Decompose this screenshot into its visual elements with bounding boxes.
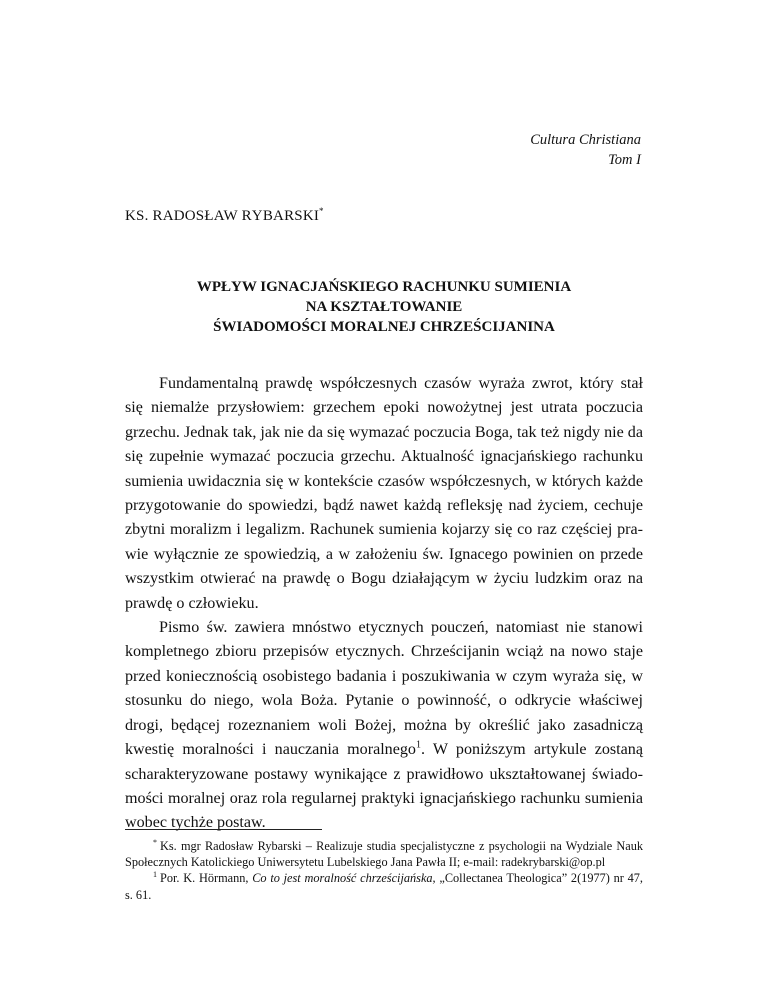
- journal-name: Cultura Christiana: [530, 132, 641, 148]
- article-title: [125, 277, 643, 337]
- author-first-rest: ADOSŁAW: [162, 208, 242, 224]
- title-line-3: ŚWIADOMOŚCI MORALNEJ CHRZEŚCIJANINA: [213, 319, 555, 335]
- footnote-1-prefix: Por. K. Hörmann,: [160, 871, 253, 886]
- footnote-divider: [125, 829, 322, 830]
- author-prefix: KS.: [125, 208, 153, 224]
- body-paragraph-2-text-b: . W poniższym artykule zostaną scharakteryzowane postawy wynikające z prawidłowo ukształtowanej świadomości moralnej oraz rola regularnej praktyki ignacjańskiego rachunku sumienia wobec tychże postaw.: [125, 741, 643, 832]
- footnote-author-text: Ks. mgr Radosław Rybarski – Realizuje studia specjalistyczne z psychologii na Wydziale Nauk Społecznych Katolickiego Uniwersytetu Lubelskiego Jana Pawła II; e-mail: radekrybarski@op.pl: [125, 839, 643, 870]
- author-footnote-mark: *: [319, 206, 324, 216]
- title-line-1: WPŁYW IGNACJAŃSKIEGO RACHUNKU SUMIENIA: [196, 279, 572, 295]
- author-last-initial: R: [241, 208, 252, 224]
- footnote-ref-1: 1: [415, 739, 421, 751]
- running-head: [530, 130, 641, 170]
- author-last-rest: YBARSKI: [251, 208, 320, 224]
- footnote-author: [125, 838, 643, 870]
- footnotes: [125, 838, 643, 903]
- footnote-1: [125, 870, 643, 902]
- footnote-1-rest: „Collectanea Theologica” 2(1977) nr 47, s. 61.: [125, 871, 643, 902]
- footnote-author-mark: *: [153, 837, 157, 847]
- article-body: [125, 372, 643, 836]
- author-first-initial: R: [152, 208, 163, 224]
- volume-label: Tom I: [608, 152, 641, 168]
- author-name: [125, 208, 324, 225]
- title-line-2: NA KSZTAŁTOWANIE: [305, 299, 463, 315]
- body-paragraph-1: Fundamentalną prawdę współczesnych czasów wyraża zwrot, który stał się niemalże przysłowiem: grzechem epoki nowożytnej jest utrata poczucia grzechu. Jednak tak, jak nie da się wymazać poczucia Boga, tak też nigdy nie da się zupełnie wymazać poczucia grzechu. Aktualność ignacjańskiego rachunku sumienia uwidacznia się w kontekście czasów współczesnych, w których każde przygotowanie do spowiedzi, bądź nawet każdą refleksję nad życiem, cechuje zbytni moralizm i legalizm. Rachunek sumienia kojarzy się co raz częściej prawie wyłącznie ze spowiedzią, a w założeniu św. Ignacego powinien on przede wszystkim otwierać na prawdę o Bogu działającym w życiu ludzkim oraz na prawdę o człowieku.: [125, 375, 643, 612]
- footnote-1-title: Co to jest moralność chrześcijańska,: [252, 871, 436, 886]
- body-paragraph-2: [125, 616, 643, 836]
- footnote-1-mark: 1: [153, 870, 157, 880]
- body-paragraph-2-text-a: Pismo św. zawiera mnóstwo etycznych pouczeń, natomiast nie stanowi kompletnego zbioru przepisów etycznych. Chrześcijanin wciąż na nowo staje przed koniecznością osobistego badania i poszukiwania w czym wyraża się, w stosunku do niego, wola Boża. Pytanie o powinność, o odkrycie właściwej drogi, będącej rozeznaniem woli Bożej, można by określić jako zasadniczą kwestię moralności i nauczania moralnego: [125, 619, 643, 759]
